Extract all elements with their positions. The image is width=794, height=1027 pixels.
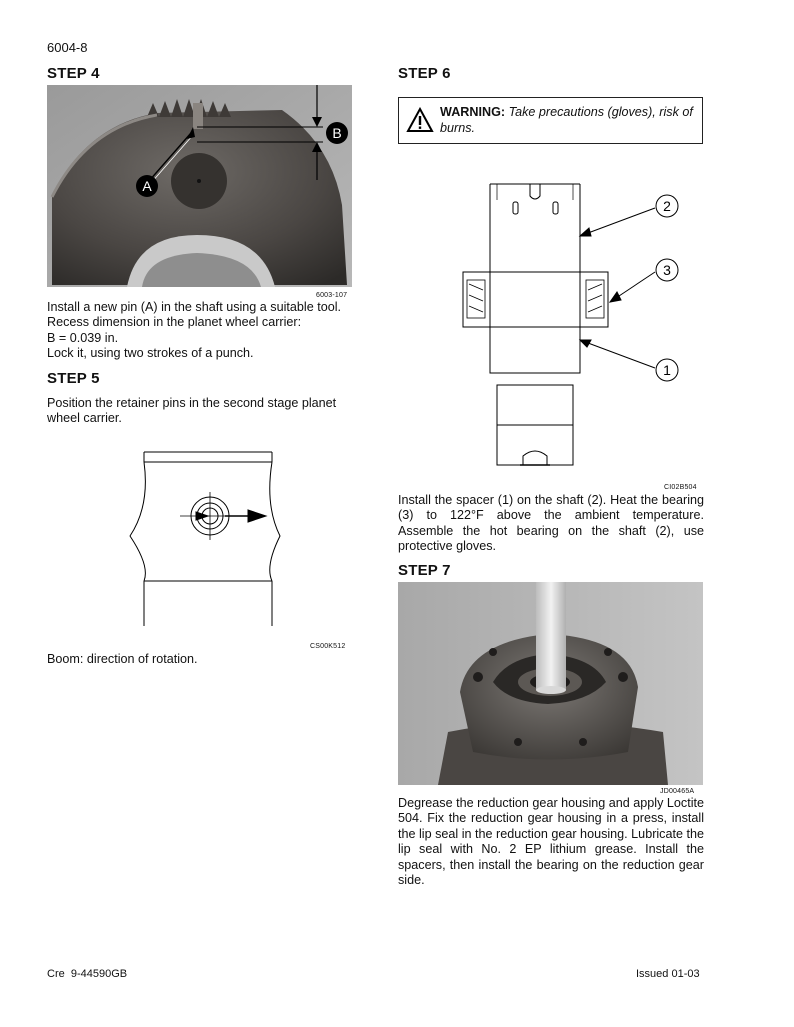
step4-photo: [47, 85, 352, 287]
page-number: 6004-8: [47, 40, 88, 55]
step4-line-2: Recess dimension in the planet wheel carrier:: [47, 315, 302, 330]
step7-figure-code: JD00465A: [660, 788, 695, 795]
step7-photo: [398, 582, 703, 785]
callout-1: 1: [663, 362, 671, 378]
footer-doc-ref: Cre 9-44590GB: [47, 968, 128, 980]
footer-issued: Issued 01-03: [636, 968, 700, 980]
callout-3: 3: [663, 262, 671, 278]
step6-figure-code: CI02B504: [664, 484, 697, 491]
step5-caption: Boom: direction of rotation.: [47, 652, 198, 666]
step5-figure-code: CS00K512: [310, 643, 346, 650]
step6-text: Install the spacer (1) on the shaft (2). Heat the bearing (3) to 122°F above the ambient temperature. Assemble the hot bearing on the shaft (2), use protective gloves.: [398, 493, 704, 554]
step7-heading: STEP 7: [398, 562, 451, 579]
warning-box: [398, 97, 703, 144]
step4-line-1: Install a new pin (A) in the shaft using a suitable tool.: [47, 300, 342, 314]
step5-diagram: [120, 446, 290, 636]
step5-text: Position the retainer pins in the second stage planet wheel carrier.: [47, 396, 337, 426]
step4-text: [47, 300, 357, 362]
callout-b: B: [332, 125, 342, 141]
step6-diagram: [455, 180, 690, 470]
warning-triangle-icon: [406, 107, 434, 133]
step4-heading: STEP 4: [47, 65, 100, 82]
callout-2: 2: [663, 198, 671, 214]
step5-heading: STEP 5: [47, 370, 100, 387]
step7-text: Degrease the reduction gear housing and apply Loctite 504. Fix the reduction gear housing in a press, install the lip seal in the reduction gear housing. Lubricate the lip seal with No. 2 EP lithium grease. Install the spacers, then install the bearing on the reduction gear side.: [398, 796, 704, 888]
step6-heading: STEP 6: [398, 65, 451, 82]
step4-line-4: Lock it, using two strokes of a punch.: [47, 346, 254, 361]
warning-label: WARNING:: [440, 105, 506, 119]
step4-line-3: B = 0.039 in.: [47, 330, 119, 345]
callout-a: A: [142, 178, 152, 194]
step4-figure-code: 6003-107: [316, 292, 348, 299]
warning-text: Take precautions (gloves), risk of burns.: [440, 105, 693, 135]
